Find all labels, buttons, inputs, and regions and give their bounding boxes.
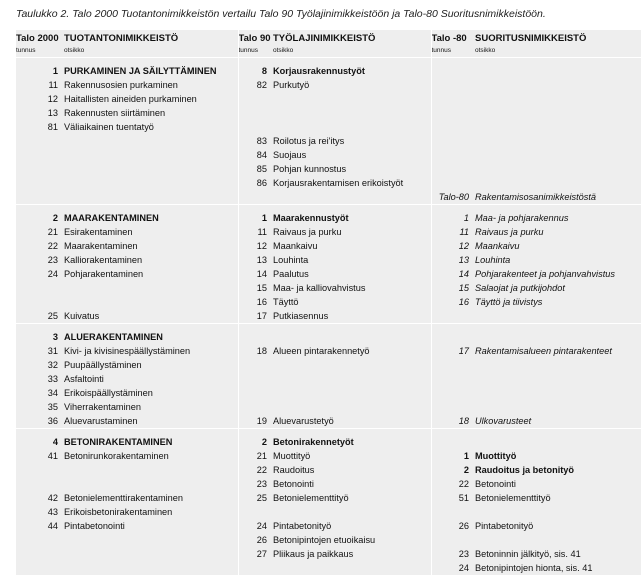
cell-talo90-title: Aluevarustetyö <box>273 416 334 426</box>
header-sub-talo80-code: tunnus <box>431 45 475 58</box>
cell-talo2000-code: 41 <box>47 451 58 461</box>
cell-talo80-title: Pintabetonityö <box>475 521 534 531</box>
cell-talo90-code <box>238 106 273 120</box>
cell-talo80-title <box>475 92 641 106</box>
table-row <box>16 386 641 400</box>
cell-talo80-code: 51 <box>431 491 475 505</box>
cell-talo90-code: 23 <box>238 477 273 491</box>
cell-talo90-title: Maarakennustyöt <box>273 205 431 226</box>
cell-talo80-code: 24 <box>431 561 475 575</box>
cell-talo90-title: Pohjan kunnostus <box>273 164 347 174</box>
cell-talo80-title <box>475 533 641 547</box>
cell-talo80-title: Rakentamisalueen pintarakenteet <box>475 346 612 356</box>
cell-talo2000-title: BETONIRAKENTAMINEN <box>64 429 238 450</box>
table-row <box>16 148 641 162</box>
cell-talo80-code <box>431 78 475 92</box>
cell-talo80-code: 15 <box>431 281 475 295</box>
cell-talo2000-code: 33 <box>47 374 58 384</box>
table-row <box>16 449 641 463</box>
header-talo90-title: TYÖLAJINIMIKKEISTÖ <box>273 33 376 44</box>
cell-talo90-title: Korjausrakentamisen erikoistyöt <box>273 178 404 188</box>
cell-talo90-title <box>273 400 431 414</box>
cell-talo2000-code: 42 <box>47 493 58 503</box>
cell-talo80-code <box>431 162 475 176</box>
cell-talo80-title <box>475 78 641 92</box>
header-talo80-code: Talo -80 <box>431 30 475 45</box>
cell-talo90-title: Roilotus ja rei'itys <box>273 136 345 146</box>
cell-talo90-code <box>238 120 273 134</box>
table-row <box>16 324 641 345</box>
cell-talo80-title <box>475 429 641 450</box>
cell-talo80-code: 23 <box>431 547 475 561</box>
cell-talo80-title: Pohjarakenteet ja pohjanvahvistus <box>475 269 615 279</box>
cell-talo90-code <box>238 324 273 345</box>
table-row <box>16 176 641 190</box>
cell-talo2000-title: Asfaltointi <box>64 374 104 384</box>
cell-talo2000-title: Puupäällystäminen <box>64 360 142 370</box>
cell-talo2000-code <box>16 148 64 162</box>
cell-talo80-title <box>475 372 641 386</box>
cell-talo2000-code <box>16 176 64 190</box>
comparison-table <box>16 30 641 575</box>
cell-talo90-code: 11 <box>238 225 273 239</box>
cell-talo2000-title: Haitallisten aineiden purkaminen <box>64 94 197 104</box>
cell-talo90-code: 82 <box>238 78 273 92</box>
table-row <box>16 120 641 134</box>
cell-talo90-code: 27 <box>238 547 273 561</box>
table-row <box>16 400 641 414</box>
cell-talo80-code: 2 <box>431 463 475 477</box>
header-row <box>16 30 641 45</box>
cell-talo2000-title: Väliaikainen tuentatyö <box>64 122 154 132</box>
cell-talo80-title: Betonielementtityö <box>475 493 551 503</box>
cell-talo90-code: 17 <box>238 309 273 324</box>
cell-talo90-code: 14 <box>238 267 273 281</box>
cell-talo2000-code: 31 <box>47 346 58 356</box>
cell-talo2000-code <box>16 561 64 575</box>
cell-talo80-title <box>475 358 641 372</box>
cell-talo90-title: Betonirakennetyöt <box>273 429 431 450</box>
cell-talo80-title: Muottityö <box>475 451 517 461</box>
cell-talo90-code: 8 <box>238 58 273 79</box>
cell-talo90-title: Raivaus ja purku <box>273 227 342 237</box>
table-row <box>16 92 641 106</box>
cell-talo90-code: 12 <box>238 239 273 253</box>
cell-talo2000-code: 1 <box>52 66 58 76</box>
cell-talo2000-code: 36 <box>47 416 58 426</box>
cell-talo2000-title <box>64 162 238 176</box>
cell-talo80-title: Betonointi <box>475 479 516 489</box>
table-row <box>16 134 641 148</box>
cell-talo90-code: 18 <box>238 344 273 358</box>
cell-talo80-title <box>475 134 641 148</box>
cell-talo90-title <box>273 358 431 372</box>
cell-talo2000-code: 35 <box>47 402 58 412</box>
cell-talo2000-title: Pohjarakentaminen <box>64 269 144 279</box>
cell-talo80-code: 12 <box>431 239 475 253</box>
cell-talo80-title: Raivaus ja purku <box>475 227 544 237</box>
cell-talo80-code <box>431 309 475 324</box>
cell-talo80-title: Salaojat ja putkijohdot <box>475 283 565 293</box>
cell-talo90-title <box>273 372 431 386</box>
cell-talo2000-title <box>64 463 238 477</box>
cell-talo2000-code <box>16 295 64 309</box>
table-row <box>16 547 641 561</box>
cell-talo2000-title: ALUERAKENTAMINEN <box>64 324 238 345</box>
cell-talo2000-code: 43 <box>47 507 58 517</box>
cell-talo80-code <box>431 176 475 190</box>
cell-talo80-title <box>475 309 641 324</box>
cell-talo2000-title <box>64 561 238 575</box>
header-sub-talo90-code: tunnus <box>238 45 273 58</box>
cell-talo2000-title: Betonielementtirakentaminen <box>64 493 183 503</box>
cell-talo80-code <box>431 324 475 345</box>
header-sub-talo80-title: otsikko <box>475 45 641 58</box>
table-row <box>16 505 641 519</box>
cell-talo2000-title: Pintabetonointi <box>64 521 125 531</box>
cell-talo80-code <box>431 120 475 134</box>
cell-talo80-code: 26 <box>431 519 475 533</box>
cell-talo90-code <box>238 400 273 414</box>
cell-talo80-title: Ulkovarusteet <box>475 416 532 426</box>
table-row <box>16 190 641 205</box>
cell-talo90-title: Muottityö <box>273 451 311 461</box>
cell-talo80-code: 14 <box>431 267 475 281</box>
cell-talo2000-code: 22 <box>47 241 58 251</box>
cell-talo2000-code <box>16 463 64 477</box>
cell-talo80-code: 18 <box>431 414 475 429</box>
cell-talo90-code <box>238 358 273 372</box>
cell-talo2000-title <box>64 190 238 205</box>
cell-talo80-code: 22 <box>431 477 475 491</box>
cell-talo90-title: Alueen pintarakennetyö <box>273 346 370 356</box>
cell-talo2000-code <box>16 190 64 205</box>
cell-talo80-title <box>475 324 641 345</box>
cell-talo80-code <box>431 358 475 372</box>
cell-talo90-code: 21 <box>238 449 273 463</box>
table-row <box>16 281 641 295</box>
cell-talo2000-title: MAARAKENTAMINEN <box>64 205 238 226</box>
cell-talo90-code <box>238 372 273 386</box>
cell-talo80-code: 16 <box>431 295 475 309</box>
cell-talo80-title <box>475 162 641 176</box>
cell-talo2000-title: Kuivatus <box>64 311 100 321</box>
cell-talo90-title: Korjausrakennustyöt <box>273 66 365 76</box>
cell-talo80-title: Maankaivu <box>475 241 520 251</box>
cell-talo90-code: 86 <box>238 176 273 190</box>
cell-talo90-code <box>238 92 273 106</box>
cell-talo80-code: 17 <box>431 344 475 358</box>
cell-talo90-code: 24 <box>238 519 273 533</box>
cell-talo80-title <box>475 106 641 120</box>
cell-talo80-title <box>475 120 641 134</box>
cell-talo2000-title <box>64 148 238 162</box>
cell-talo80-title <box>475 505 641 519</box>
cell-talo90-code <box>238 190 273 205</box>
cell-talo2000-title <box>64 477 238 491</box>
cell-talo2000-title <box>64 176 238 190</box>
cell-talo2000-code: 81 <box>47 122 58 132</box>
cell-talo80-title <box>475 176 641 190</box>
cell-talo2000-title: Maarakentaminen <box>64 241 138 251</box>
cell-talo80-title <box>475 386 641 400</box>
cell-talo2000-title <box>64 547 238 561</box>
cell-talo90-title <box>273 505 431 519</box>
cell-talo2000-code <box>16 533 64 547</box>
header-sub-talo90-title: otsikko <box>273 45 431 58</box>
cell-talo2000-code: 44 <box>47 521 58 531</box>
cell-talo90-code: 85 <box>238 162 273 176</box>
cell-talo90-code: 13 <box>238 253 273 267</box>
cell-talo80-title: Betoninnin jälkityö, sis. 41 <box>475 549 581 559</box>
cell-talo2000-code: 34 <box>47 388 58 398</box>
cell-talo2000-code: 4 <box>16 429 64 450</box>
cell-talo90-code <box>238 505 273 519</box>
cell-talo2000-code: 11 <box>48 80 58 90</box>
table-row <box>16 519 641 533</box>
cell-talo80-title: Raudoitus ja betonityö <box>475 465 575 475</box>
cell-talo80-code <box>431 505 475 519</box>
table-row <box>16 253 641 267</box>
header-sub-talo2000-title: otsikko <box>64 45 238 58</box>
cell-talo80-code: 1 <box>431 205 475 226</box>
cell-talo2000-title <box>64 134 238 148</box>
table-row <box>16 477 641 491</box>
header-talo2000-code: Talo 2000 <box>16 33 59 44</box>
cell-talo2000-code <box>16 477 64 491</box>
cell-talo90-code: 26 <box>238 533 273 547</box>
cell-talo2000-title: Kalliorakentaminen <box>64 255 143 265</box>
cell-talo2000-code: 21 <box>47 227 58 237</box>
cell-talo2000-title: Rakennusosien purkaminen <box>64 80 178 90</box>
table-row <box>16 533 641 547</box>
table-row <box>16 309 641 324</box>
cell-talo90-code: 22 <box>238 463 273 477</box>
cell-talo90-title <box>273 120 431 134</box>
cell-talo80-title <box>475 58 641 79</box>
cell-talo90-title: Louhinta <box>273 255 309 265</box>
cell-talo90-code: 19 <box>238 414 273 429</box>
cell-talo80-code <box>431 148 475 162</box>
cell-talo80-title <box>475 400 641 414</box>
cell-talo80-code: 13 <box>431 253 475 267</box>
cell-talo2000-code: 3 <box>16 324 64 345</box>
cell-talo2000-title: Aluevarustaminen <box>64 416 138 426</box>
table-row <box>16 225 641 239</box>
cell-talo2000-code: 23 <box>47 255 58 265</box>
cell-talo80-code <box>431 92 475 106</box>
cell-talo2000-title: Betonirunkorakentaminen <box>64 451 169 461</box>
table-row <box>16 106 641 120</box>
cell-talo80-code: Talo-80 <box>431 190 475 205</box>
table-row <box>16 344 641 358</box>
table-row <box>16 491 641 505</box>
cell-talo90-code: 2 <box>238 429 273 450</box>
header-talo90-code: Talo 90 <box>238 30 273 45</box>
cell-talo80-title: Täyttö ja tiivistys <box>475 297 543 307</box>
cell-talo90-title: Täyttö <box>273 297 299 307</box>
cell-talo90-code <box>238 386 273 400</box>
cell-talo90-title <box>273 92 431 106</box>
table-row <box>16 295 641 309</box>
cell-talo80-code <box>431 106 475 120</box>
cell-talo90-title: Suojaus <box>273 150 307 160</box>
cell-talo2000-code <box>16 281 64 295</box>
cell-talo2000-code: 24 <box>47 269 58 279</box>
cell-talo2000-title: Kivi- ja kivisinespäällystäminen <box>64 346 191 356</box>
cell-talo2000-code: 2 <box>16 205 64 226</box>
cell-talo2000-title: PURKAMINEN JA SÄILYTTÄMINEN <box>64 66 217 76</box>
cell-talo80-code: 11 <box>431 225 475 239</box>
cell-talo80-title: Louhinta <box>475 255 511 265</box>
cell-talo90-title <box>273 561 431 575</box>
cell-talo90-code: 84 <box>238 148 273 162</box>
cell-talo90-title: Putkiasennus <box>273 311 329 321</box>
header-talo2000-title: TUOTANTONIMIKKEISTÖ <box>64 33 179 44</box>
header-talo80-title: SUORITUSNIMIKKEISTÖ <box>475 33 587 44</box>
table-row <box>16 78 641 92</box>
cell-talo90-title <box>273 190 431 205</box>
cell-talo90-title <box>273 386 431 400</box>
cell-talo80-code <box>431 400 475 414</box>
cell-talo2000-title: Erikoisbetonirakentaminen <box>64 507 173 517</box>
table-row <box>16 358 641 372</box>
cell-talo90-title: Raudoitus <box>273 465 315 475</box>
cell-talo2000-title: Esirakentaminen <box>64 227 133 237</box>
cell-talo80-code <box>431 58 475 79</box>
cell-talo2000-code: 25 <box>47 311 58 321</box>
cell-talo2000-title: Erikoispäällystäminen <box>64 388 153 398</box>
cell-talo80-title: Rakentamisosanimikkeistöstä <box>475 192 597 202</box>
cell-talo90-title <box>273 324 431 345</box>
cell-talo80-code <box>431 134 475 148</box>
cell-talo2000-title <box>64 295 238 309</box>
cell-talo80-code <box>431 533 475 547</box>
cell-talo90-title <box>273 106 431 120</box>
cell-talo80-code <box>431 429 475 450</box>
table-caption: Taulukko 2. Talo 2000 Tuotantonimikkeistön vertailu Talo 90 Työlajinimikkeistöön ja Talo-80 Suoritusnimikkeistöön. <box>16 8 546 20</box>
cell-talo2000-code <box>16 134 64 148</box>
cell-talo90-title: Betonielementtityö <box>273 493 349 503</box>
cell-talo2000-title: Viherrakentaminen <box>64 402 141 412</box>
table-row <box>16 205 641 226</box>
table-row <box>16 267 641 281</box>
cell-talo80-title: Betonipintojen hionta, sis. 41 <box>475 563 593 573</box>
cell-talo2000-code <box>16 547 64 561</box>
cell-talo90-title: Pintabetonityö <box>273 521 332 531</box>
table-row <box>16 239 641 253</box>
cell-talo2000-code: 13 <box>47 108 58 118</box>
cell-talo2000-code <box>16 162 64 176</box>
cell-talo2000-title <box>64 533 238 547</box>
cell-talo2000-code: 32 <box>47 360 58 370</box>
table-row <box>16 414 641 429</box>
cell-talo2000-title: Rakennusten siirtäminen <box>64 108 166 118</box>
table-row <box>16 58 641 79</box>
cell-talo80-code <box>431 386 475 400</box>
table-row <box>16 463 641 477</box>
table-row <box>16 429 641 450</box>
table-row <box>16 561 641 575</box>
header-subrow <box>16 45 641 58</box>
cell-talo80-title: Maa- ja pohjarakennus <box>475 205 641 226</box>
cell-talo90-code: 1 <box>238 205 273 226</box>
cell-talo90-code: 16 <box>238 295 273 309</box>
cell-talo90-title: Paalutus <box>273 269 309 279</box>
cell-talo90-code <box>238 561 273 575</box>
cell-talo2000-code: 12 <box>47 94 58 104</box>
cell-talo90-title: Pliikaus ja paikkaus <box>273 549 354 559</box>
cell-talo90-title: Purkutyö <box>273 80 310 90</box>
cell-talo80-title <box>475 148 641 162</box>
cell-talo2000-title <box>64 281 238 295</box>
cell-talo90-code: 25 <box>238 491 273 505</box>
cell-talo80-code <box>431 372 475 386</box>
cell-talo90-title: Betonipintojen etuoikaisu <box>273 535 376 545</box>
comparison-table-body <box>16 30 641 575</box>
cell-talo90-title: Betonointi <box>273 479 314 489</box>
cell-talo80-code: 1 <box>431 449 475 463</box>
table-row <box>16 372 641 386</box>
cell-talo90-code: 15 <box>238 281 273 295</box>
cell-talo90-title: Maa- ja kalliovahvistus <box>273 283 366 293</box>
cell-talo90-code: 83 <box>238 134 273 148</box>
cell-talo90-title: Maankaivu <box>273 241 318 251</box>
table-row <box>16 162 641 176</box>
header-sub-talo2000-code: tunnus <box>16 45 64 58</box>
